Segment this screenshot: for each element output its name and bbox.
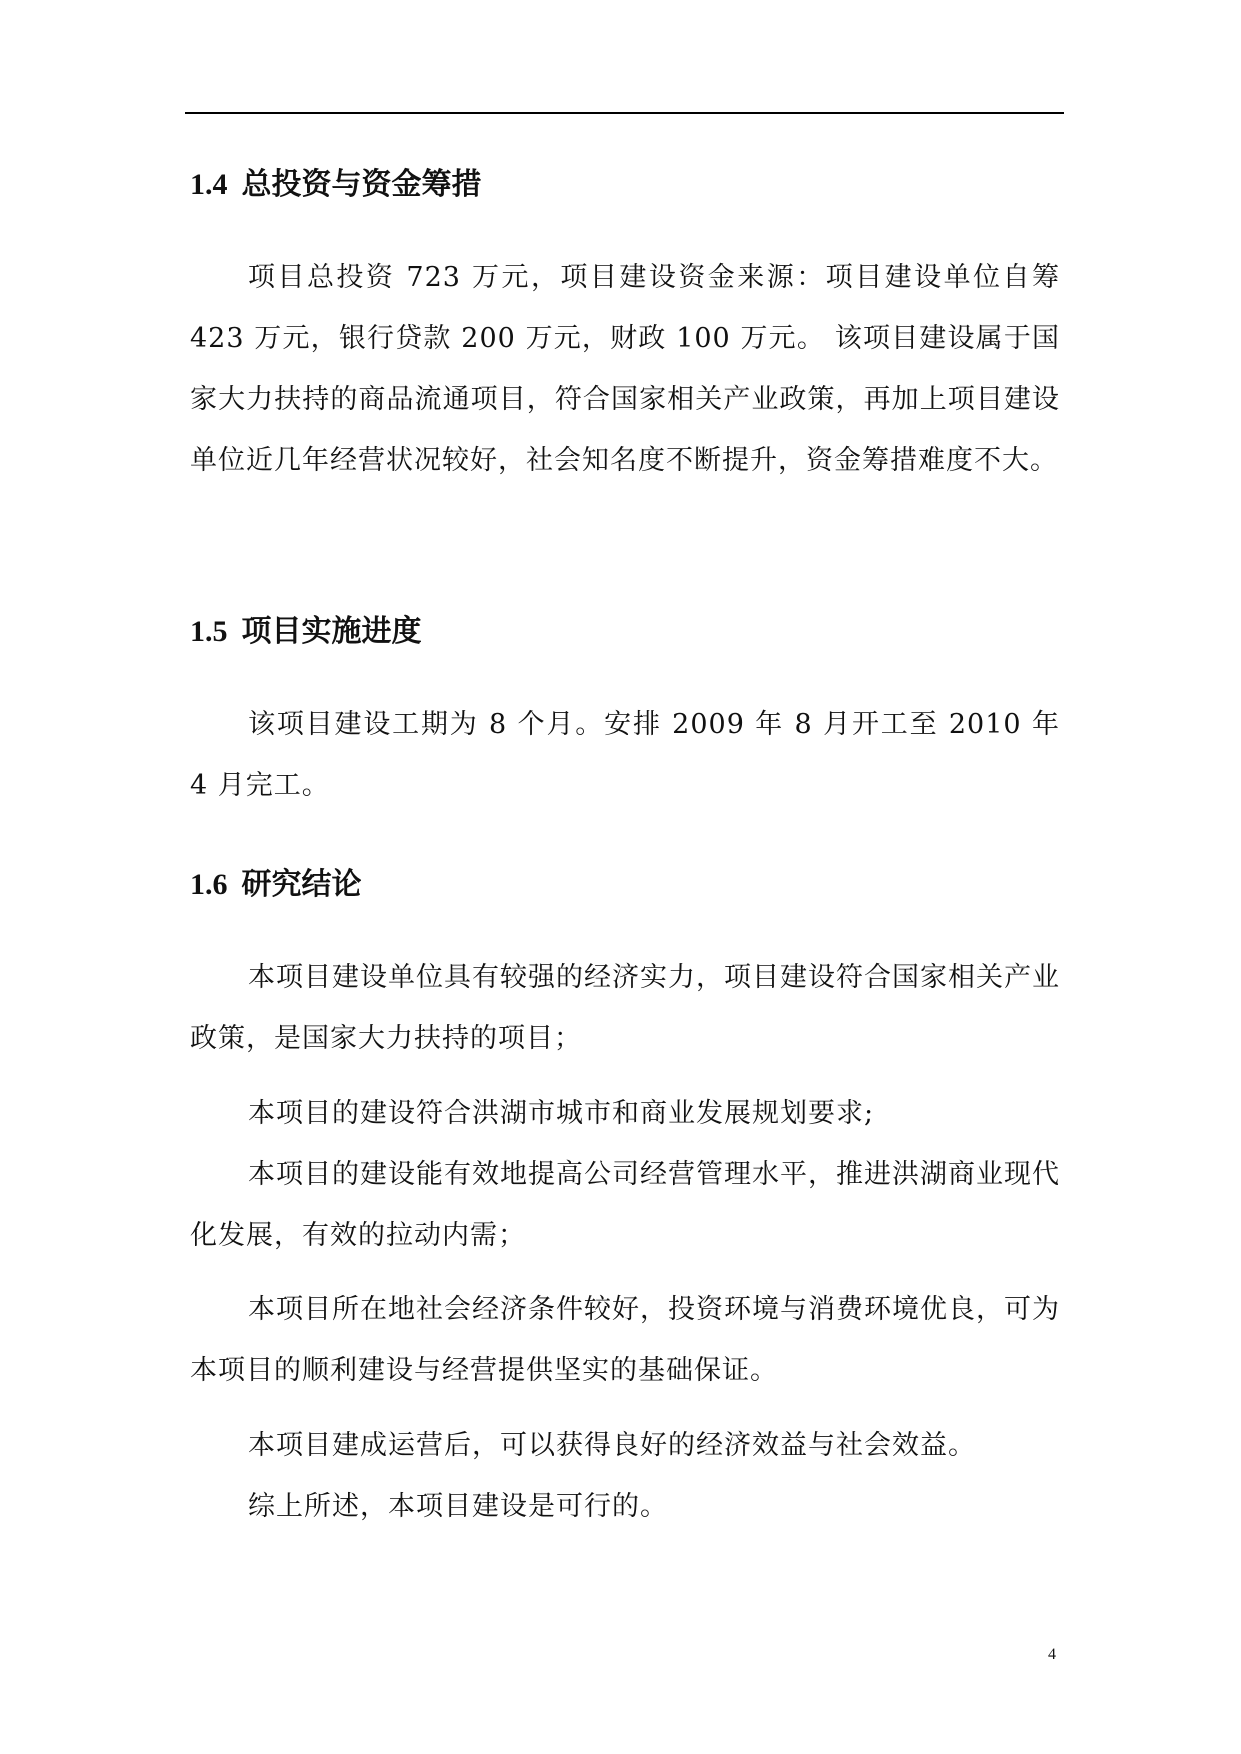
paragraph-conclusion-6: 综上所述，本项目建设是可行的。	[248, 1491, 668, 1522]
section-title: 总投资与资金筹措	[241, 167, 482, 202]
paragraph-conclusion-4: 本项目所在地社会经济条件较好，投资环境与消费环境优良，可为本项目的顺利建设与经营提供坚实的基础保证。	[190, 1294, 1060, 1386]
section-heading-1-4	[190, 165, 482, 205]
header-rule	[185, 112, 1064, 114]
paragraph-conclusion-1: 本项目建设单位具有较强的经济实力，项目建设符合国家相关产业政策，是国家大力扶持的项目；	[190, 962, 1060, 1054]
section-heading-1-6	[190, 865, 362, 905]
paragraph-conclusion-2: 本项目的建设符合洪湖市城市和商业发展规划要求;	[248, 1098, 875, 1129]
section-title: 项目实施进度	[241, 614, 422, 649]
section-number: 1.4	[190, 168, 228, 201]
section-heading-1-5	[190, 612, 422, 652]
paragraph-conclusion-5: 本项目建成运营后，可以获得良好的经济效益与社会效益。	[248, 1430, 976, 1461]
paragraph-conclusion-3: 本项目的建设能有效地提高公司经营管理水平，推进洪湖商业现代化发展，有效的拉动内需；	[190, 1159, 1060, 1251]
section-title: 研究结论	[241, 867, 362, 902]
section-number: 1.5	[190, 615, 228, 648]
paragraph-investment: 项目总投资 723 万元，项目建设资金来源：项目建设单位自筹 423 万元，银行贷款 200 万元，财政 100 万元。 该项目建设属于国家大力扶持的商品流通项目，符合国家相关产业政策，再加上项目建设单位近几年经营状况较好，社会知名度不断提升，资金筹措难度不大。	[190, 262, 1060, 476]
paragraph-schedule: 该项目建设工期为 8 个月。安排 2009 年 8 月开工至 2010 年 4 月完工。	[190, 709, 1060, 801]
section-number: 1.6	[190, 868, 228, 901]
page-number: 4	[1048, 1646, 1056, 1663]
